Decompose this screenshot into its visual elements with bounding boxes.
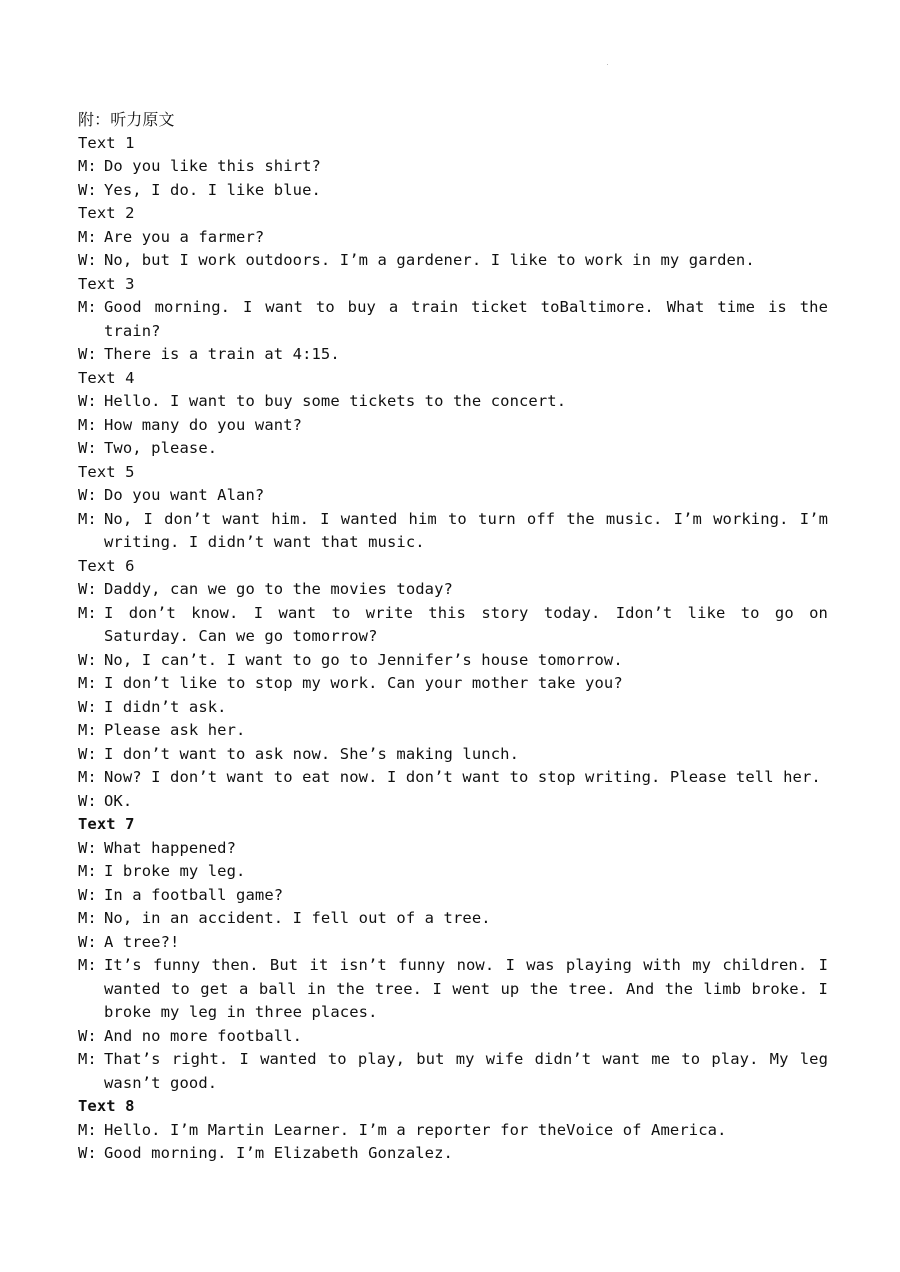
speaker-label: M: — [78, 862, 97, 880]
utterance-text: Two, please. — [104, 439, 218, 457]
dialogue-line — [78, 649, 828, 673]
scan-speck — [607, 64, 608, 65]
speaker-label: M: — [78, 415, 97, 434]
dialogue-line — [78, 719, 828, 743]
speaker-label: W: — [78, 345, 97, 363]
speaker-label: W: — [78, 180, 97, 199]
dialogue-line — [78, 696, 828, 720]
speaker-label: M: — [78, 157, 97, 175]
utterance-text: Do you like this shirt? — [104, 157, 321, 175]
speaker-label: W: — [78, 791, 97, 810]
speaker-label: M: — [78, 509, 97, 528]
utterance-text: Do you want Alan? — [104, 486, 265, 504]
dialogue-line — [78, 484, 828, 508]
dialogue-line — [78, 508, 828, 555]
dialogue-line — [78, 155, 828, 179]
speaker-label: W: — [78, 251, 97, 269]
section-label: Text 1 — [78, 133, 135, 152]
section-label: Text 2 — [78, 204, 135, 222]
speaker-label: W: — [78, 580, 97, 598]
speaker-label: M: — [78, 603, 97, 622]
dialogue-line — [78, 1119, 828, 1143]
utterance-text: Hello. I’m Martin Learner. I’m a reporter for theVoice of America. — [104, 1120, 727, 1139]
dialogue-line — [78, 1142, 828, 1166]
speaker-label: M: — [78, 909, 97, 927]
utterance-text: A tree?! — [104, 932, 180, 951]
dialogue-line — [78, 672, 828, 696]
utterance-text: Good morning. I want to buy a train ticket toBaltimore. What time is the train? — [104, 298, 828, 340]
speaker-label: W: — [78, 1026, 97, 1045]
utterance-text: And no more football. — [104, 1026, 303, 1045]
section-label: Text 8 — [78, 1097, 135, 1115]
speaker-label: W: — [78, 392, 97, 410]
speaker-label: W: — [78, 932, 97, 951]
utterance-text: I don’t know. I want to write this story today. Idon’t like to go on Saturday. Can we go tomorrow? — [104, 603, 828, 645]
dialogue-line — [78, 907, 828, 931]
speaker-label: W: — [78, 486, 97, 504]
utterance-text: I broke my leg. — [104, 862, 246, 880]
dialogue-line — [78, 837, 828, 861]
utterance-text: No, I don’t want him. I wanted him to turn off the music. I’m working. I’m writing. I didn’t want that music. — [104, 509, 828, 551]
page-heading: 附：听力原文 — [78, 110, 175, 129]
speaker-label: W: — [78, 885, 97, 904]
speaker-label: W: — [78, 697, 97, 716]
dialogue-line — [78, 1048, 828, 1095]
utterance-text: What happened? — [104, 838, 237, 857]
dialogue-line — [78, 390, 828, 414]
speaker-label: M: — [78, 298, 97, 316]
dialogue-line — [78, 179, 828, 203]
dialogue-line — [78, 860, 828, 884]
section-label: Text 5 — [78, 462, 135, 481]
speaker-label: W: — [78, 744, 97, 763]
section-label: Text 6 — [78, 556, 135, 575]
dialogue-line — [78, 414, 828, 438]
utterance-text: I don’t want to ask now. She’s making lunch. — [104, 744, 519, 763]
dialogue-line — [78, 790, 828, 814]
utterance-text: Now? I don’t want to eat now. I don’t want to stop writing. Please tell her. — [104, 768, 821, 786]
utterance-text: Good morning. I’m Elizabeth Gonzalez. — [104, 1144, 453, 1162]
dialogue-line — [78, 226, 828, 250]
dialogue-line — [78, 954, 828, 1025]
utterance-text: No, in an accident. I fell out of a tree. — [104, 909, 491, 927]
speaker-label: M: — [78, 1050, 97, 1068]
utterance-text: Yes, I do. I like blue. — [104, 180, 321, 199]
speaker-label: M: — [78, 721, 97, 739]
speaker-label: M: — [78, 768, 97, 786]
utterance-text: It’s funny then. But it isn’t funny now. I was playing with my children. I wanted to get a ball in the tree. I went up the tree. And the limb broke. I broke my leg in three places. — [104, 956, 828, 1021]
dialogue-line — [78, 766, 828, 790]
dialogue-line — [78, 343, 828, 367]
transcript-body — [78, 108, 828, 1166]
utterance-text: That’s right. I wanted to play, but my wife didn’t want me to play. My leg wasn’t good. — [104, 1050, 828, 1092]
dialogue-line — [78, 249, 828, 273]
dialogue-line — [78, 1025, 828, 1049]
speaker-label: M: — [78, 227, 97, 246]
utterance-text: There is a train at 4:15. — [104, 345, 340, 363]
dialogue-line — [78, 296, 828, 343]
speaker-label: M: — [78, 1120, 97, 1139]
dialogue-line — [78, 743, 828, 767]
utterance-text: OK. — [104, 791, 133, 810]
dialogue-line — [78, 578, 828, 602]
speaker-label: W: — [78, 838, 97, 857]
dialogue-line — [78, 884, 828, 908]
speaker-label: W: — [78, 439, 97, 457]
utterance-text: No, but I work outdoors. I’m a gardener. I like to work in my garden. — [104, 251, 755, 269]
utterance-text: Are you a farmer? — [104, 227, 265, 246]
section-label: Text 7 — [78, 815, 135, 833]
utterance-text: Please ask her. — [104, 721, 246, 739]
utterance-text: No, I can’t. I want to go to Jennifer’s house tomorrow. — [104, 650, 623, 669]
dialogue-line — [78, 437, 828, 461]
utterance-text: In a football game? — [104, 885, 284, 904]
speaker-label: W: — [78, 650, 97, 669]
dialogue-line — [78, 602, 828, 649]
speaker-label: W: — [78, 1144, 97, 1162]
utterance-text: How many do you want? — [104, 415, 303, 434]
utterance-text: Hello. I want to buy some tickets to the concert. — [104, 392, 567, 410]
section-label: Text 3 — [78, 274, 135, 293]
section-label: Text 4 — [78, 368, 135, 387]
utterance-text: I didn’t ask. — [104, 697, 227, 716]
speaker-label: M: — [78, 956, 97, 974]
utterance-text: Daddy, can we go to the movies today? — [104, 580, 453, 598]
speaker-label: M: — [78, 674, 97, 692]
dialogue-line — [78, 931, 828, 955]
utterance-text: I don’t like to stop my work. Can your mother take you? — [104, 674, 623, 692]
